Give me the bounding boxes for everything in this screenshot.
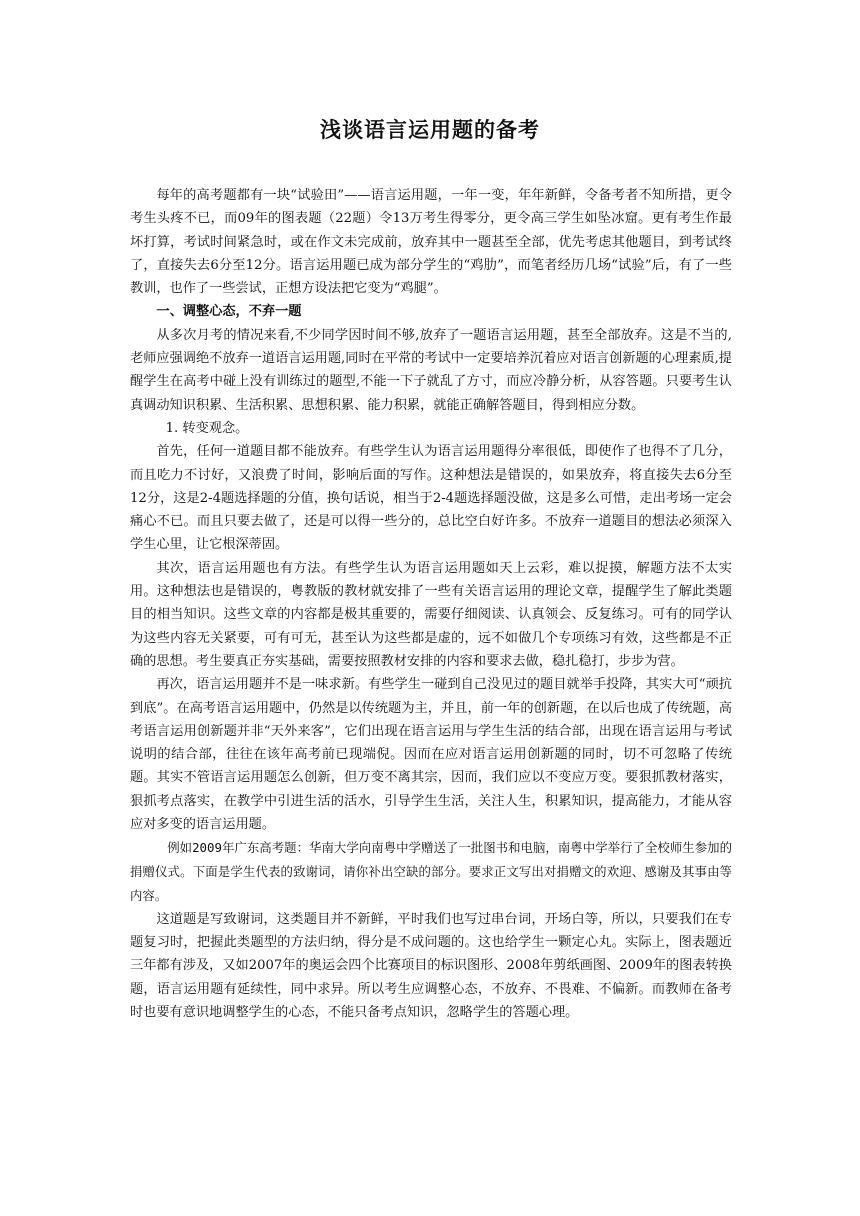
section-heading: 一、调整心态，不弃一题 [156,304,302,320]
subsection-heading: 1. 转变观念。 [165,420,249,436]
paragraph-first-point: 首先，任何一道题目都不能放弃。有些学生认为语言运用题得分率很低，即使作了也得不了几分，而且吃力不讨好，又浪费了时间，影响后面的写作。这种想法是错误的，如果放弃，将直接失去6分至12分，这是2-4题选择题的分值，换句话说，相当于2-4题选择题没做，这是多么可惜，走出考场一定会痛心不已。而且只要去做了，还是可以得一些分的，总比空白好许多。不放弃一道题目的想法必须深入学生心里，让它根深蒂固。 [130,444,732,553]
example-question: 例如2009年广东高考题：华南大学向南粤中学赠送了一批图书和电脑，南粤中学举行了全校师生参加的捐赠仪式。下面是学生代表的致谢词，请你补出空缺的部分。要求正文写出对捐赠文的欢迎、感谢及其事由等内容。 [130,840,732,903]
paragraph-intro: 每年的高考题都有一块“试验田”——语言运用题，一年一变，年年新鲜，令备考者不知所措，更令考生头疼不已，而09年的图表题（22题）令13万考生得零分，更令高三学生如坠冰窟。更有考生作最坏打算，考试时间紧急时，或在作文未完成前，放弃其中一题甚至全部，优先考虑其他题目，到考试终了，直接失去6分至12分。语言运用题已成为部分学生的“鸡肋”，而笔者经历几场“试验”后，有了一些教训，也作了一些尝试，正想方设法把它变为“鸡腿”。 [130,188,732,297]
paragraph-section-intro: 从多次月考的情况来看,不少同学因时间不够,放弃了一题语言运用题，甚至全部放弃。这是不当的,老师应强调绝不放弃一道语言运用题,同时在平常的考试中一定要培养沉着应对语言创新题的心理素质,提醒学生在高考中碰上没有训练过的题型,不能一下子就乱了方寸，而应冷静分析，从容答题。只要考生认真调动知识积累、生活积累、思想积累、能力积累，就能正确解答题目，得到相应分数。 [130,327,732,413]
document-body [130,184,732,1024]
document-title: 浅谈语言运用题的备考 [320,118,540,142]
paragraph-analysis: 这道题是写致谢词，这类题目并不新鲜，平时我们也写过串台词，开场白等，所以，只要我们在专题复习时，把握此类题型的方法归纳，得分是不成问题的。这也给学生一颗定心丸。实际上，图表题近三年都有涉及，又如2007年的奥运会四个比赛项目的标识图形、2008年剪纸画图、2009年的图表转换题，语言运用题有延续性，同中求异。所以考生应调整心态，不放弃、不畏难、不偏新。而教师在备考时也要有意识地调整学生的心态，不能只备考点知识，忽略学生的答题心理。 [130,911,732,1020]
paragraph-third-point: 再次，语言运用题并不是一味求新。有些学生一碰到自己没见过的题目就举手投降，其实大可“顽抗到底”。在高考语言运用题中，仍然是以传统题为主，并且，前一年的创新题，在以后也成了传统题，高考语言运用创新题并非“天外来客”，它们出现在语言运用与学生生活的结合部，出现在语言运用与考试说明的结合部，往往在该年高考前已现端倪。因而在应对语言运用创新题的同时，切不可忽略了传统题。其实不管语言运用题怎么创新，但万变不离其宗，因而，我们应以不变应万变。要狠抓教材落实，狠抓考点落实，在教学中引进生活的活水，引导学生生活，关注人生，积累知识，提高能力，才能从容应对多变的语言运用题。 [130,677,732,833]
paragraph-second-point: 其次，语言运用题也有方法。有些学生认为语言运用题如天上云彩，难以捉摸，解题方法不太实用。这种想法也是错误的，粤教版的教材就安排了一些有关语言运用的理论文章，提醒学生了解此类题目的相当知识。这些文章的内容都是极其重要的，需要仔细阅读、认真领会、反复练习。可有的同学认为这些内容无关紧要，可有可无，甚至认为这些都是虚的，远不如做几个专项练习有效，这些都是不正确的思想。考生要真正夯实基础，需要按照教材安排的内容和要求去做，稳扎稳打，步步为营。 [130,560,732,669]
